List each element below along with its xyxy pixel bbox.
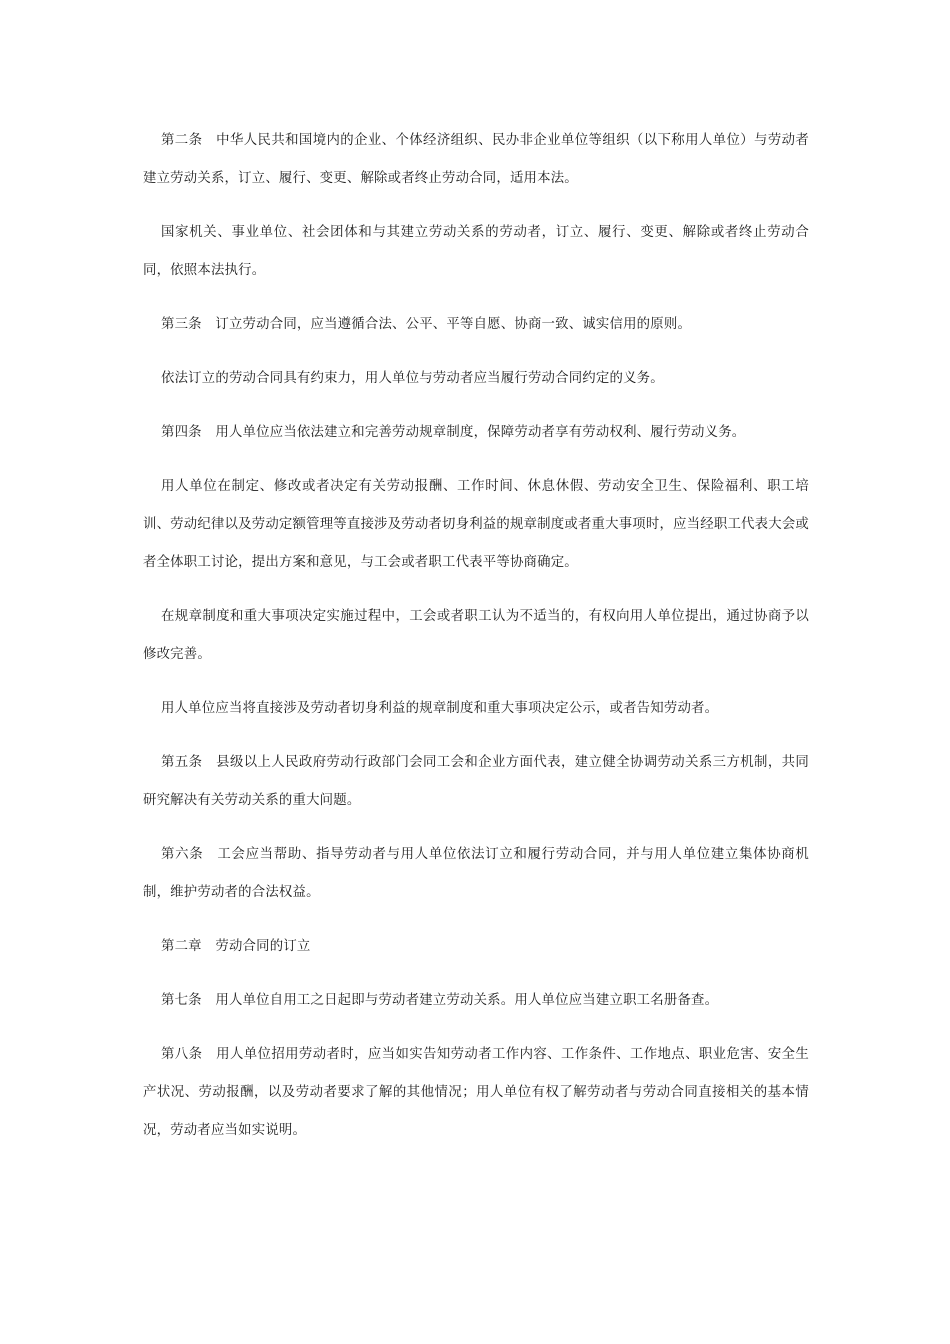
paragraph-article-4-clause-2: 用人单位在制定、修改或者决定有关劳动报酬、工作时间、休息休假、劳动安全卫生、保险福利、职工培训、劳动纪律以及劳动定额管理等直接涉及劳动者切身利益的规章制度或者重大事项时，应当经职工代表大会或者全体职工讨论，提出方案和意见，与工会或者职工代表平等协商确定。	[143, 479, 809, 570]
paragraph-article-5: 第五条 县级以上人民政府劳动行政部门会同工会和企业方面代表，建立健全协调劳动关系三方机制，共同研究解决有关劳动关系的重大问题。	[143, 755, 809, 808]
paragraph-article-6: 第六条 工会应当帮助、指导劳动者与用人单位依法订立和履行劳动合同，并与用人单位建立集体协商机制，维护劳动者的合法权益。	[143, 847, 809, 900]
paragraph-article-4-clause-3: 在规章制度和重大事项决定实施过程中，工会或者职工认为不适当的，有权向用人单位提出，通过协商予以修改完善。	[143, 609, 809, 662]
paragraph-article-7: 第七条 用人单位自用工之日起即与劳动者建立劳动关系。用人单位应当建立职工名册备查。	[161, 993, 719, 1008]
paragraph-article-8: 第八条 用人单位招用劳动者时，应当如实告知劳动者工作内容、工作条件、工作地点、职业危害、安全生产状况、劳动报酬，以及劳动者要求了解的其他情况；用人单位有权了解劳动者与劳动合同直接相关的基本情况，劳动者应当如实说明。	[143, 1047, 809, 1138]
paragraph-article-2-clause-2: 国家机关、事业单位、社会团体和与其建立劳动关系的劳动者，订立、履行、变更、解除或者终止劳动合同，依照本法执行。	[143, 225, 809, 278]
paragraph-article-3-clause-2: 依法订立的劳动合同具有约束力，用人单位与劳动者应当履行劳动合同约定的义务。	[161, 371, 664, 386]
chapter-heading: 第二章 劳动合同的订立	[161, 939, 311, 954]
paragraph-article-2: 第二条 中华人民共和国境内的企业、个体经济组织、民办非企业单位等组织（以下称用人单位）与劳动者建立劳动关系，订立、履行、变更、解除或者终止劳动合同，适用本法。	[143, 133, 809, 186]
document-page	[143, 122, 809, 1166]
paragraph-article-3: 第三条 订立劳动合同，应当遵循合法、公平、平等自愿、协商一致、诚实信用的原则。	[161, 317, 692, 332]
paragraph-article-4-clause-4: 用人单位应当将直接涉及劳动者切身利益的规章制度和重大事项决定公示，或者告知劳动者。	[161, 701, 719, 716]
paragraph-article-4: 第四条 用人单位应当依法建立和完善劳动规章制度，保障劳动者享有劳动权利、履行劳动义务。	[161, 425, 746, 440]
